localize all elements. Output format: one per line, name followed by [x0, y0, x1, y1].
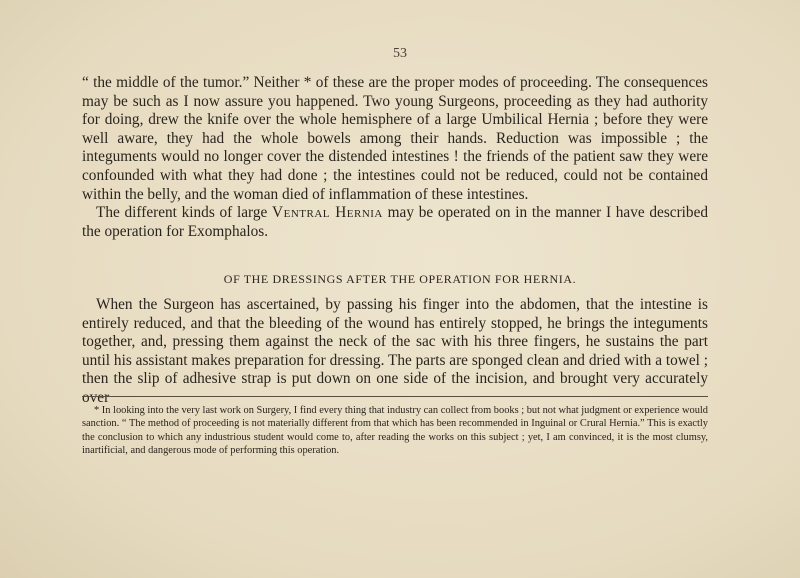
footnote-text: * In looking into the very last work on Surgery, I find every thing that industry can collect from books ; but not what judgment or experience would sanction. “ The method of proceeding is not materially different from that which has been recommended in Inguinal or Crural Hernia.” This is exactly the conclusion to which any industrious student would come to, after reading the works on this subject ; yet, I am convinced, it is the most clumsy, inartificial, and dangerous mode of performing this operation.	[82, 405, 708, 457]
body-text-lower	[82, 296, 708, 408]
body-text	[82, 74, 708, 241]
footnote-rule	[82, 396, 708, 397]
paragraph-2	[82, 204, 708, 241]
paragraph-2-start: The different kinds of large	[96, 204, 268, 222]
ventral-hernia-smallcaps: Ventral Hernia	[272, 204, 383, 222]
section-heading: OF THE DRESSINGS AFTER THE OPERATION FOR HERNIA.	[223, 272, 577, 286]
footnote	[82, 404, 708, 458]
paragraph-2-end: may be operated on in the manner I have described the operation for Exomphalos.	[82, 204, 709, 240]
paragraph-3: When the Surgeon has ascertained, by passing his finger into the abdomen, that the intestine is entirely reduced, and that the bleeding of the wound has entirely stopped, he brings the integuments together, and, pressing them against the neck of the sac with his three fingers, he sustains the part until his assistant makes preparation for dressing. The parts are sponged clean and dried with a towel ; then the slip of adhesive strap is put down on one side of the incision, and brought very accurately over	[82, 296, 708, 406]
page-number: 53	[393, 46, 407, 61]
paragraph-1: “ the middle of the tumor.” Neither * of these are the proper modes of proceeding. The consequences may be such as I now assure you happened. Two young Surgeons, proceeding as they had authority for doing, drew the knife over the whole hemisphere of a large Umbilical Hernia ; before they were well aware, they had the whole bowels among their hands. Reduction was impossible ; the integuments would no longer cover the distended intestines ! the friends of the patient saw they were confounded with what they had done ; the intestines could not be reduced, could not be contained within the belly, and the woman died of inflammation of these intestines.	[82, 74, 708, 203]
